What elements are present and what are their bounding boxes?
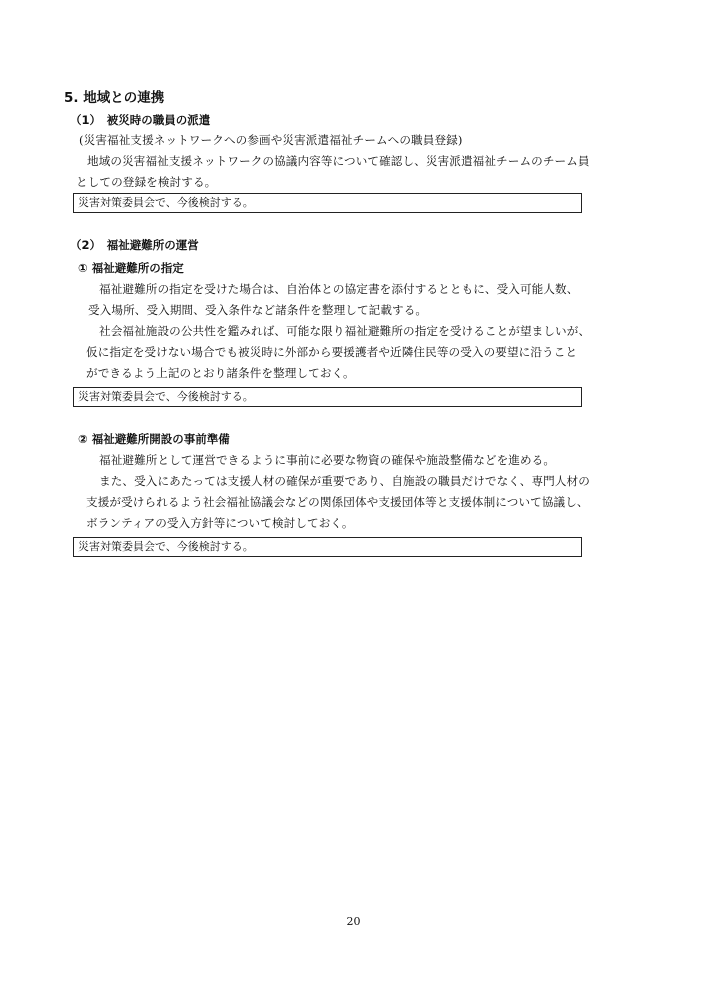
paragraph-line: 仮に指定を受けない場合でも被災時に外部から要援護者や近隣住民等の受入の要望に沿うこと xyxy=(86,345,578,359)
note-box: 災害対策委員会で、今後検討する。 xyxy=(73,387,582,407)
item-1-heading: ① 福祉避難所の指定 xyxy=(78,261,184,275)
note-box: 災害対策委員会で、今後検討する。 xyxy=(73,193,582,213)
note-box: 災害対策委員会で、今後検討する。 xyxy=(73,537,582,557)
paragraph-line: 地域の災害福祉支援ネットワークの協議内容等について確認し、災害派遣福祉チームのチーム員 xyxy=(87,154,590,168)
paragraph-line: 社会福祉施設の公共性を鑑みれば、可能な限り福祉避難所の指定を受けることが望ましいが、 xyxy=(99,324,591,338)
paragraph-line: ボランティアの受入方針等について検討しておく。 xyxy=(86,516,354,530)
paragraph-line: 受入場所、受入期間、受入条件など諸条件を整理して記載する。 xyxy=(88,303,428,317)
page-number: 20 xyxy=(346,915,361,928)
paragraph-line: としての登録を検討する。 xyxy=(76,175,217,189)
paragraph-line: 支援が受けられるよう社会福祉協議会などの関係団体や支援団体等と支援体制について協議し、 xyxy=(86,495,589,509)
paragraph-line: 福祉避難所として運営できるように事前に必要な物資の確保や施設整備などを進める。 xyxy=(99,453,556,467)
paragraph-line: ができるよう上記のとおり諸条件を整理しておく。 xyxy=(86,366,355,380)
subsection-2-heading: （2） 福祉避難所の運営 xyxy=(70,238,199,252)
item-2-heading: ② 福祉避難所開設の事前準備 xyxy=(78,432,230,446)
section-heading: 5. 地域との連携 xyxy=(64,90,165,106)
paragraph-line: 福祉避難所の指定を受けた場合は、自治体との協定書を添付するとともに、受入可能人数、 xyxy=(99,282,579,296)
paragraph-line: また、受入にあたっては支援人材の確保が重要であり、自施設の職員だけでなく、専門人材の xyxy=(99,474,590,488)
subsection-1-note: (災害福祉支援ネットワークへの参画や災害派遣福祉チームへの職員登録) xyxy=(79,133,463,147)
subsection-1-heading: （1） 被災時の職員の派遣 xyxy=(70,113,211,127)
